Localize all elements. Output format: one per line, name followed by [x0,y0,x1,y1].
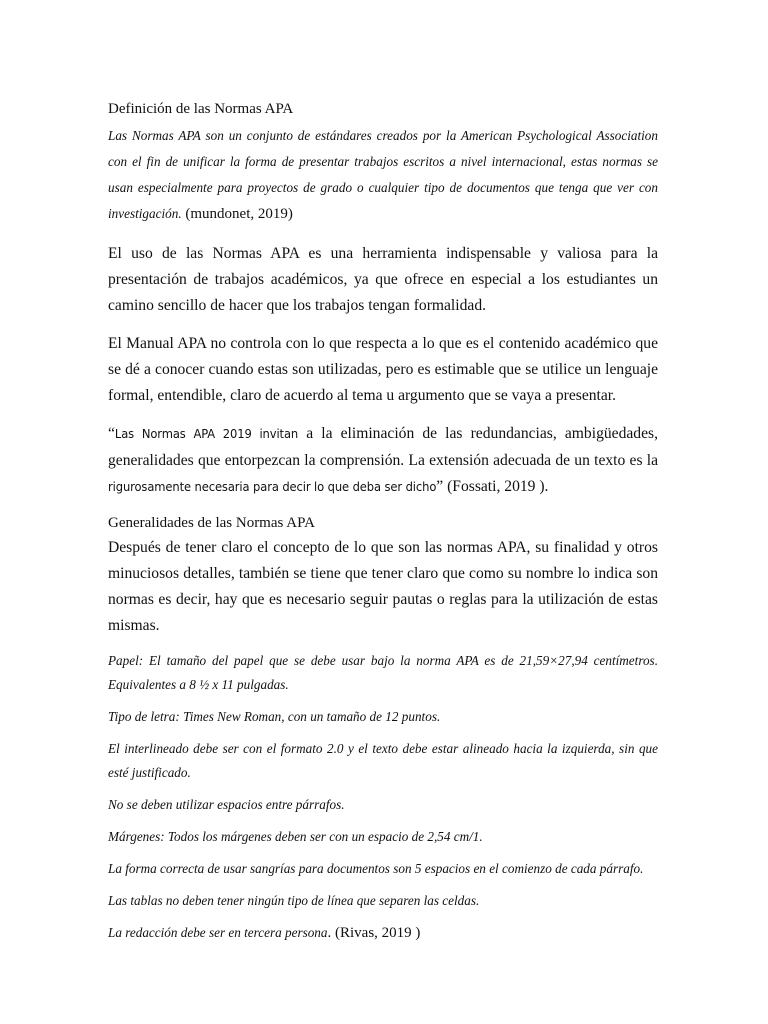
list-item-interlineado: El interlineado debe ser con el formato 2.0 y el texto debe estar alineado hacia la izquierda, sin que esté justificado. [108,741,658,780]
paragraph-fossati-quote [108,421,658,501]
list-item-sangrias: La forma correcta de usar sangrías para documentos son 5 espacios en el comienzo de cada párrafo. [108,861,644,876]
quote-definicion [108,123,658,227]
citation-fossati: ” (Fossati, 2019 ). [436,478,549,495]
list-item-tablas: Las tablas no deben tener ningún tipo de línea que separen las celdas. [108,893,480,908]
heading-definicion: Definición de las Normas APA [108,101,294,117]
paragraph-generalidades: Después de tener claro el concepto de lo que son las normas APA, su finalidad y otros minuciosos detalles, también se tiene que tener claro que como su nombre lo indica son normas es decir, hay que es necesario seguir pautas o reglas para la utilización de estas mismas. [108,539,658,634]
citation-mundonet: (mundonet, 2019) [181,206,293,222]
paragraph-uso-normas: El uso de las Normas APA es una herramienta indispensable y valiosa para la presentación de trabajos académicos, ya que ofrece en especial a los estudiantes un camino sencillo de hacer que los trabajos tengan formalidad. [108,245,658,314]
paragraph-manual-apa: El Manual APA no controla con lo que respecta a lo que es el contenido académico que se dé a conocer cuando estas son utilizadas, pero es estimable que se utilice un lenguaje formal, entendible, claro de acuerdo al tema u argumento que se vaya a presentar. [108,335,658,404]
quote-open-mark: “ [108,425,115,442]
heading-generalidades: Generalidades de las Normas APA [108,515,315,531]
list-item-redaccion-text: La redacción debe ser en tercera persona [108,925,328,940]
citation-rivas: . (Rivas, 2019 ) [327,925,421,941]
list-item-margenes: Márgenes: Todos los márgenes deben ser con un espacio de 2,54 cm/1. [108,829,483,844]
document-content [108,97,658,945]
quote-definicion-text: Las Normas APA son un conjunto de estándares creados por la American Psychological Association con el fin de unificar la forma de presentar trabajos escritos a nivel internacional, estas normas se usan especialmente para proyectos de grado o cualquier tipo de documentos que tenga que ver con investigación. [108,128,658,221]
quote-fossati-middle: a la eliminación de las redundancias, ambigüedades, generalidades que entorpezcan la comprensión. La extensión adecuada de un texto es la [108,425,658,469]
quote-fossati-part2: rigurosamente necesaria para decir lo que deba ser dicho [108,480,437,495]
list-item-espacios: No se deben utilizar espacios entre párrafos. [108,797,345,812]
list-item-papel: Papel: El tamaño del papel que se debe usar bajo la norma APA es de 21,59×27,94 centímetros. Equivalentes a 8 ½ x 11 pulgadas. [108,653,658,692]
list-item-redaccion [108,921,658,945]
quote-fossati-part1: Las Normas APA 2019 invitan [114,427,299,442]
list-item-tipo-letra: Tipo de letra: Times New Roman, con un tamaño de 12 puntos. [108,709,441,724]
